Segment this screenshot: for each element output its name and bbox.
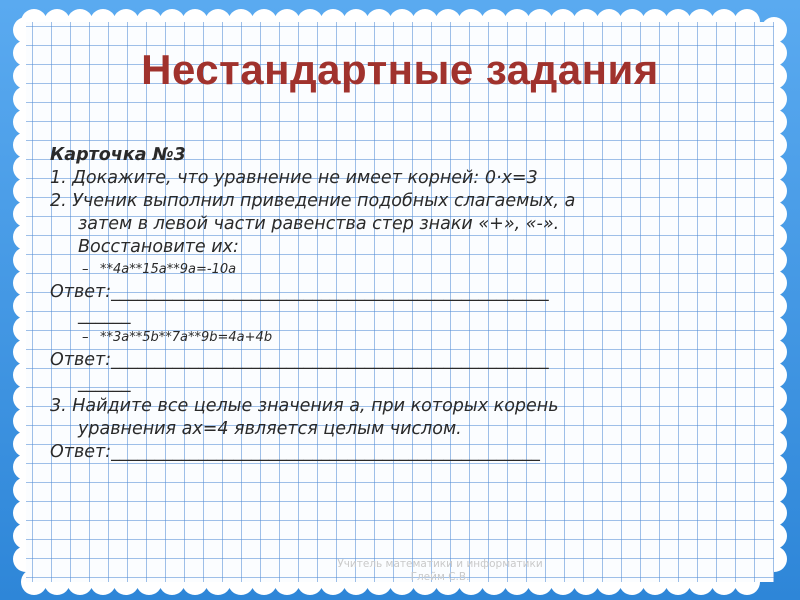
task-2-line-2: затем в левой части равенства стер знаки «+», «-». <box>78 214 560 234</box>
task-2-line-3: Восстановите их: <box>78 237 239 257</box>
card-title: Карточка №3 <box>50 145 186 165</box>
task-3-line-1: 3. Найдите все целые значения a, при которых корень <box>50 396 559 416</box>
answer-1-line-2: ______ <box>78 305 131 325</box>
task-card <box>50 144 756 464</box>
footer-credit <box>260 558 620 584</box>
list-dash: – <box>82 330 89 345</box>
answer-2-line-1: Ответ:__________________________________________________ <box>50 350 549 370</box>
subtask-2-expression: **3a**5b**7a**9b=4a+4b <box>100 330 273 345</box>
task-2-line-1: 2. Ученик выполнил приведение подобных слагаемых, а <box>50 191 576 211</box>
footer-line-2: Глейм С.В. <box>410 571 470 583</box>
answer-2-line-2: ______ <box>78 373 131 393</box>
slide-title: Нестандартные задания <box>141 46 659 93</box>
task-1: 1. Докажите, что уравнение не имеет корней: 0·x=3 <box>50 168 538 188</box>
answer-3: Ответ:_________________________________________________ <box>50 442 540 462</box>
subtask-1-expression: **4a**15a**9a=-10a <box>100 262 237 277</box>
subtask-2 <box>50 327 756 349</box>
footer-line-1: Учитель математики и информатики <box>337 558 543 570</box>
task-3-line-2: уравнения ax=4 является целым числом. <box>78 419 462 439</box>
subtask-1 <box>50 259 756 281</box>
list-dash: – <box>82 262 89 277</box>
answer-1-line-1: Ответ:__________________________________________________ <box>50 282 549 302</box>
